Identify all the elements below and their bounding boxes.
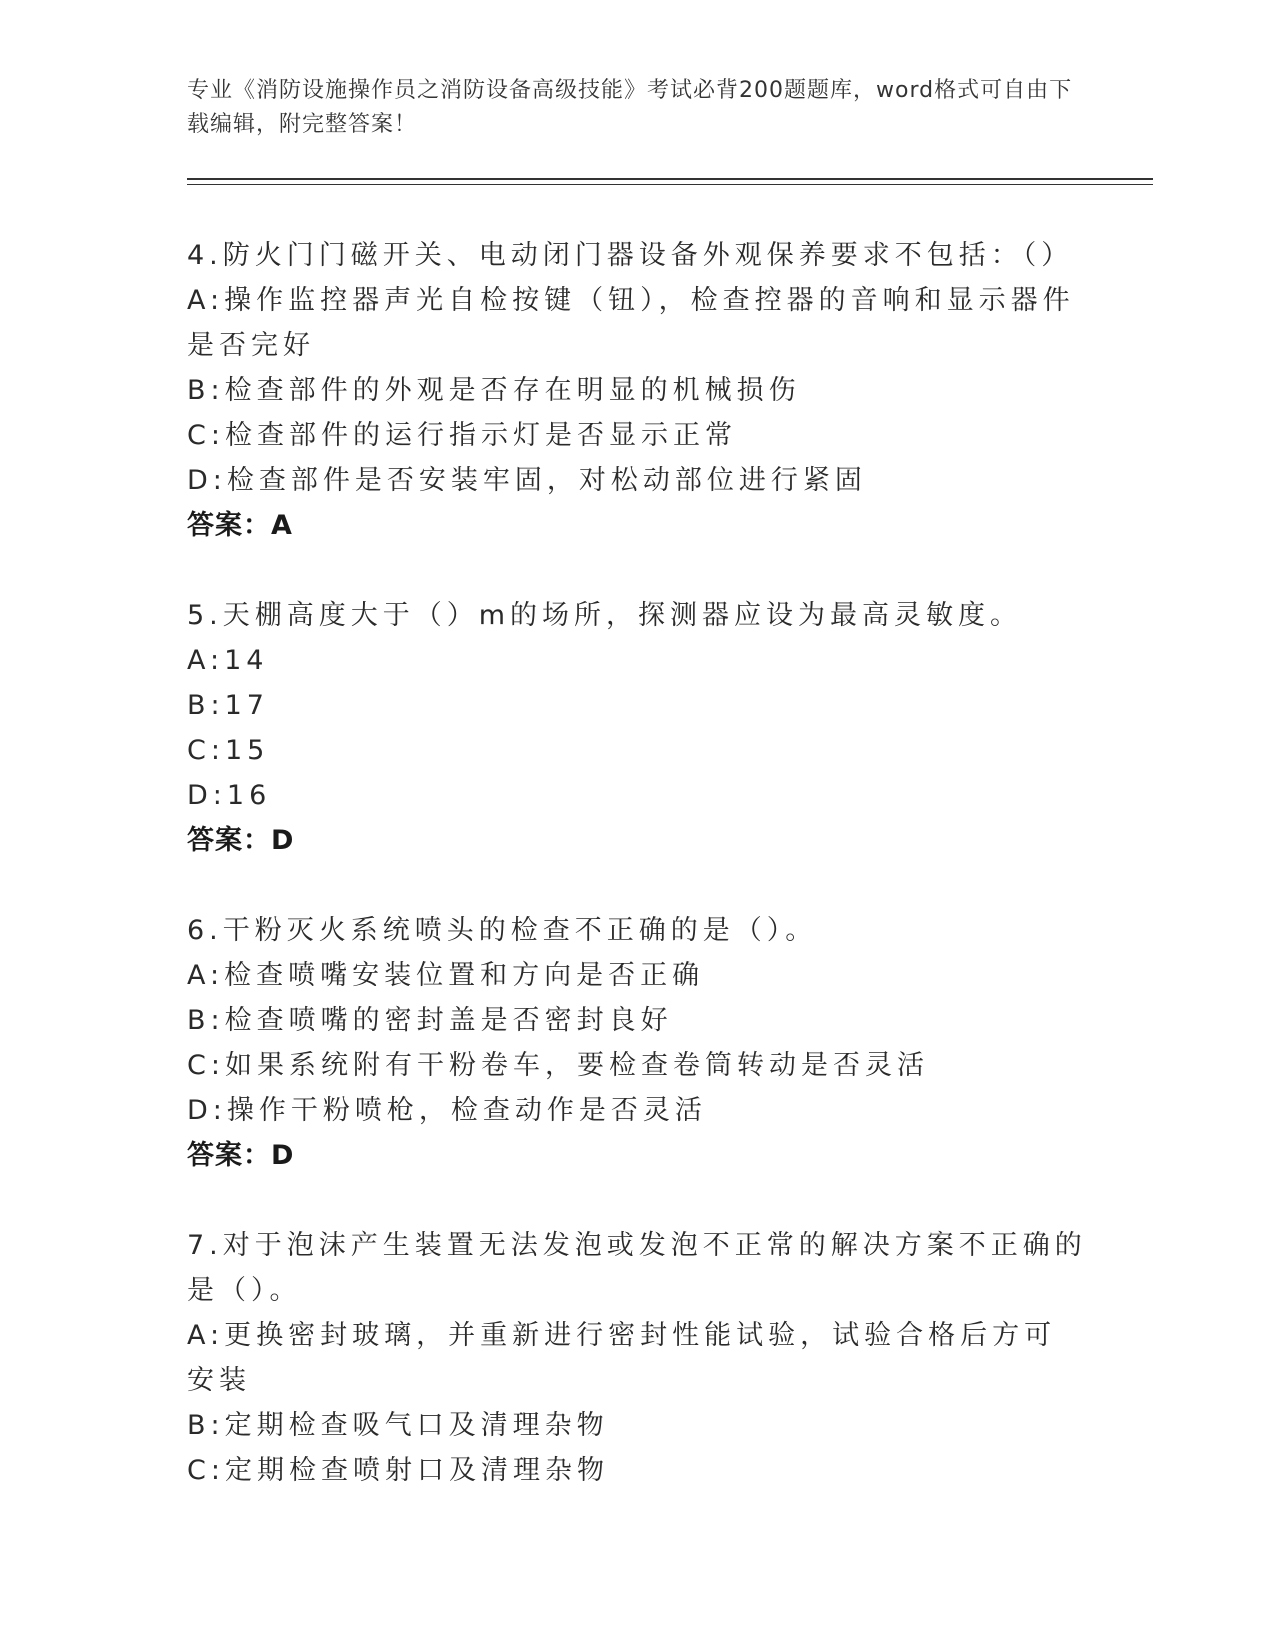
option-b: B:检查喷嘴的密封盖是否密封良好: [187, 1005, 673, 1036]
divider-line-bottom: [187, 184, 1153, 185]
question-5: [187, 593, 1087, 863]
option-b: B:17: [187, 690, 269, 721]
option-d: D:16: [187, 780, 272, 811]
option-c: C:定期检查喷射口及清理杂物: [187, 1455, 609, 1486]
answer-line: 答案：D: [187, 825, 295, 856]
answer-line: 答案：D: [187, 1140, 295, 1171]
question-text: 6.干粉灭火系统喷头的检查不正确的是（）。: [187, 915, 818, 946]
option-a: A:14: [187, 645, 269, 676]
question-text: 5.天棚高度大于（）m的场所，探测器应设为最高灵敏度。: [187, 600, 1023, 631]
question-7: [187, 1223, 1087, 1493]
question-4: [187, 233, 1087, 548]
question-text: 4.防火门门磁开关、电动闭门器设备外观保养要求不包括：（）: [187, 240, 1074, 271]
answer-line: 答案：A: [187, 510, 293, 541]
question-text: 7.对于泡沫产生装置无法发泡或发泡不正常的解决方案不正确的是（）。: [187, 1230, 1087, 1306]
option-d: D:操作干粉喷枪，检查动作是否灵活: [187, 1095, 707, 1126]
document-title: 专业《消防设施操作员之消防设备高级技能》考试必背200题题库，word格式可自由下载编辑，附完整答案！: [187, 78, 1073, 137]
option-c: C:检查部件的运行指示灯是否显示正常: [187, 420, 737, 451]
header-divider: [187, 178, 1153, 185]
option-a: A:检查喷嘴安装位置和方向是否正确: [187, 960, 705, 991]
option-b: B:检查部件的外观是否存在明显的机械损伤: [187, 375, 801, 406]
question-6: [187, 908, 1087, 1178]
option-c: C:如果系统附有干粉卷车，要检查卷筒转动是否灵活: [187, 1050, 929, 1081]
option-b: B:定期检查吸气口及清理杂物: [187, 1410, 609, 1441]
option-d: D:检查部件是否安装牢固，对松动部位进行紧固: [187, 465, 867, 496]
option-a: A:操作监控器声光自检按键（钮），检查控器的音响和显示器件是否完好: [187, 285, 1075, 361]
question-list: [187, 233, 1087, 1538]
document-header: [187, 74, 1087, 142]
option-a: A:更换密封玻璃，并重新进行密封性能试验，试验合格后方可安装: [187, 1320, 1057, 1396]
divider-line-top: [187, 178, 1153, 180]
option-c: C:15: [187, 735, 270, 766]
